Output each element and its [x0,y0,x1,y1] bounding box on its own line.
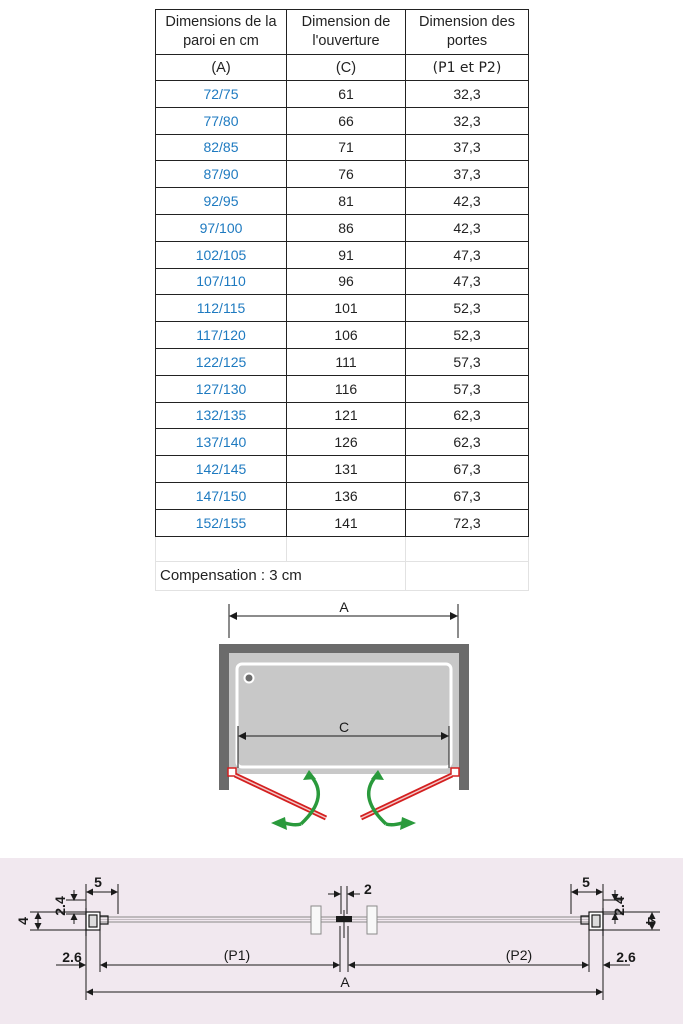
cell-door-dimension: 42,3 [406,214,529,241]
compensation-row [156,561,529,590]
cell-door-dimension: 47,3 [406,241,529,268]
svg-text:2: 2 [364,881,372,897]
right-hinge-icon [451,768,459,776]
cell-wall-dimension: 82/85 [156,134,287,161]
svg-text:5: 5 [94,874,102,890]
table-row [156,268,529,295]
table-row [156,456,529,483]
table-row [156,107,529,134]
cell-wall-dimension: 132/135 [156,402,287,429]
table-row [156,509,529,536]
header-wall-dimensions: Dimensions de la paroi en cm [156,10,287,55]
cell-door-dimension: 32,3 [406,81,529,108]
table-row [156,429,529,456]
subheader-a: (A) [156,55,287,81]
drain-icon [245,674,254,683]
svg-text:2.4: 2.4 [52,896,68,916]
cell-wall-dimension: 122/125 [156,348,287,375]
dim-4-left [15,912,86,930]
cell-opening-dimension: 71 [287,134,406,161]
dim-5-right [571,874,603,914]
subheader-c: (C) [287,55,406,81]
cell-door-dimension: 32,3 [406,107,529,134]
profile-section-panel [0,858,683,1024]
table-subheader-row [156,55,529,81]
cell-opening-dimension: 126 [287,429,406,456]
cell-door-dimension: 72,3 [406,509,529,536]
cell-wall-dimension: 107/110 [156,268,287,295]
cell-wall-dimension: 147/150 [156,482,287,509]
right-swing-arrow-icon [369,770,416,830]
profile-cross-section-diagram [0,858,683,1024]
table-row [156,322,529,349]
cell-opening-dimension: 116 [287,375,406,402]
table-row [156,482,529,509]
cell-wall-dimension: 112/115 [156,295,287,322]
cell-wall-dimension: 77/80 [156,107,287,134]
cell-door-dimension: 52,3 [406,295,529,322]
cell-wall-dimension: 97/100 [156,214,287,241]
subheader-p1-p2: (P1 et P2) [406,55,529,81]
label-p2: (P2) [505,947,533,963]
dim-2-4-left [52,890,86,924]
table-row [156,402,529,429]
cell-opening-dimension: 76 [287,161,406,188]
left-swing-arrow-icon [271,770,318,830]
cell-door-dimension: 37,3 [406,161,529,188]
plan-label-c: C [338,719,350,735]
cell-door-dimension: 57,3 [406,348,529,375]
svg-text:4: 4 [643,917,659,925]
left-hinge-icon [228,768,236,776]
cell-door-dimension: 47,3 [406,268,529,295]
table-blank-row [156,536,529,561]
label-a: A [340,974,350,990]
table-header-row [156,10,529,55]
cell-opening-dimension: 121 [287,402,406,429]
center-handles [311,906,377,938]
cell-door-dimension: 62,3 [406,402,529,429]
cell-door-dimension: 57,3 [406,375,529,402]
cell-wall-dimension: 142/145 [156,456,287,483]
cell-door-dimension: 62,3 [406,429,529,456]
cell-wall-dimension: 87/90 [156,161,287,188]
table-row [156,348,529,375]
svg-text:2.6: 2.6 [62,949,82,965]
cell-opening-dimension: 81 [287,188,406,215]
table-row [156,188,529,215]
shower-plan-diagram [205,598,495,838]
cell-wall-dimension: 92/95 [156,188,287,215]
cell-opening-dimension: 91 [287,241,406,268]
dim-5-left [86,874,118,914]
dimensions-table [155,9,529,591]
cell-opening-dimension: 111 [287,348,406,375]
table-row [156,214,529,241]
header-opening-dimension: Dimension de l'ouverture [287,10,406,55]
table-row [156,81,529,108]
compensation-note: Compensation : 3 cm [156,561,406,590]
table-row [156,295,529,322]
cell-wall-dimension: 137/140 [156,429,287,456]
cell-wall-dimension: 152/155 [156,509,287,536]
cell-opening-dimension: 96 [287,268,406,295]
dimension-a [229,599,458,638]
cell-wall-dimension: 72/75 [156,81,287,108]
cell-opening-dimension: 66 [287,107,406,134]
svg-text:2.6: 2.6 [616,949,636,965]
dim-2-4-right [603,890,627,924]
cell-door-dimension: 67,3 [406,456,529,483]
cell-opening-dimension: 141 [287,509,406,536]
table-row [156,375,529,402]
svg-text:5: 5 [582,874,590,890]
cell-wall-dimension: 117/120 [156,322,287,349]
cell-door-dimension: 42,3 [406,188,529,215]
table-row [156,161,529,188]
cell-opening-dimension: 106 [287,322,406,349]
plan-label-a: A [339,599,349,615]
table-row [156,241,529,268]
cell-wall-dimension: 102/105 [156,241,287,268]
cell-door-dimension: 37,3 [406,134,529,161]
label-p1: (P1) [223,947,251,963]
cell-wall-dimension: 127/130 [156,375,287,402]
cell-opening-dimension: 61 [287,81,406,108]
cell-door-dimension: 52,3 [406,322,529,349]
svg-text:4: 4 [15,917,31,925]
table-row [156,134,529,161]
cell-opening-dimension: 131 [287,456,406,483]
cell-door-dimension: 67,3 [406,482,529,509]
shower-tray [229,653,459,774]
dim-2-center [328,881,372,914]
svg-text:2.4: 2.4 [611,896,627,916]
header-door-dimension: Dimension des portes [406,10,529,55]
cell-opening-dimension: 101 [287,295,406,322]
cell-opening-dimension: 86 [287,214,406,241]
cell-opening-dimension: 136 [287,482,406,509]
dim-a-total [87,974,602,992]
